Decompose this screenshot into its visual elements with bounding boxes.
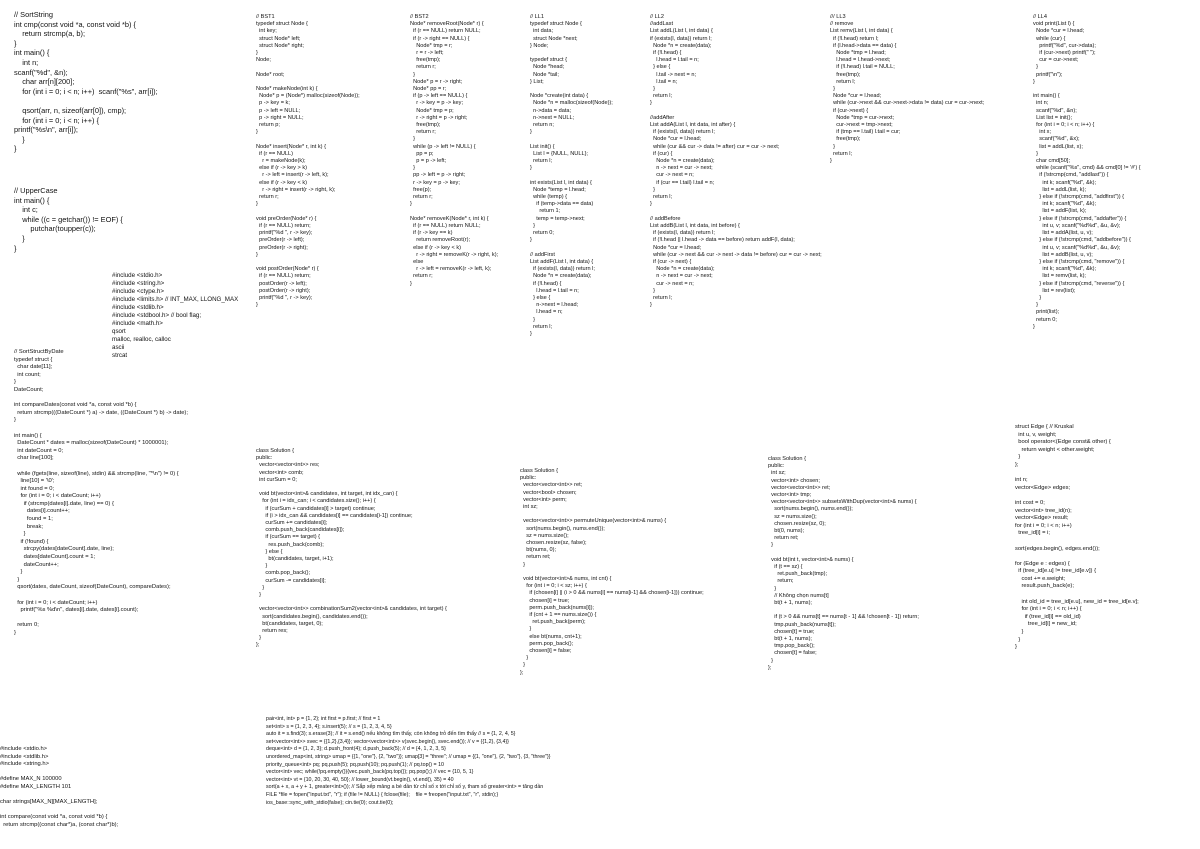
ll4-code: // LL4 void print(List l) { Node *cur = l.head; while (cur) { printf("%d", cur->data); if (cur->next) printf(" "); cur = cur->next; } printf("\n"); } int main() { int n; scanf("%d", &n); List list = init(); for (int i = 0; i < n; i++) { int x; scanf("%d", &x); list = addL(list, x); } char cmd[50]; while (scanf("%s", cmd) && cmd[0] != '#') { if (!strcmp(cmd, "addlast")) { int k; scanf("%d", &k); list = addL(list, k); } else if (!strcmp(cmd, "addfirst")) { int k; scanf("%d", &k); list = addF(list, k); } else if (!strcmp(cmd, "addafter")) { int u, v; scanf("%d%d", &u, &v); list = addA(list, u, v); } else if (!strcmp(cmd, "addbefore")) { int u, v; scanf("%d%d", &u, &v); list = addB(list, u, v); } else if (!strcmp(cmd, "remove")) { int k; scanf("%d", &k); list = remv(list, k); } else if (!strcmp(cmd, "reverse")) { list = rev(list); } } print(list); return 0; } <box>1033 14 1141 330</box>
uppercase-code: // UpperCase int main() { int c; while ((c = getchar()) != EOF) { putchar(toupper(c)); } } <box>14 186 123 253</box>
bst2-code: // BST2 Node* removeRoot(Node* r) { if (r == NULL) return NULL; if (r -> right == NULL) { Node* tmp = r; r = r -> left; free(tmp); return r; } Node* p = r -> right; Node* pp = r; if (p -> left == NULL) { r -> key = p -> key; Node* tmp = p; r -> right = p -> right; free(tmp); return r; } while (p -> left != NULL) { pp = p; p = p -> left; } pp -> left = p -> right; r -> key = p -> key; free(p); return r; } Node* removeK(Node* r, int k) { if (r == NULL) return NULL; if (r -> key == k) return removeRoot(r); else if (r -> key < k) r -> right = removeK(r -> right, k); else r -> left = removeK(r -> left, k); return r; } <box>410 14 499 287</box>
ll1-code: // LL1 typedef struct Node { int data; struct Node *next; } Node; typedef struct { Node *head; Node *tail; } List; Node *create(int data) { Node *n = malloc(sizeof(Node)); n->data = data; n->next = NULL; return n; } List init() { List l = {NULL, NULL}; return l; } int exists(List l, int data) { Node *temp = l.head; while (temp) { if (temp->data == data) return 1; temp = temp->next; } return 0; } // addFirst List addF(List l, int data) { if (exists(l, data)) return l; Node *n = create(data); if (!l.head) { l.head = l.tail = n; } else { n->next = l.head; l.head = n; } return l; } <box>530 14 613 337</box>
permute-code: class Solution { public: vector<vector<int>> ret; vector<bool> chosen; vector<int> perm; int sz; vector<vector<int>> permuteUnique(vector<int>& nums) { sort(nums.begin(), nums.end()); sz = nums.size(); chosen.resize(sz, false); bt(nums, 0); return ret; } void bt(vector<int>& nums, int cnt) { for (int i = 0; i < sz; i++) { if (chosen[i] || (i > 0 && nums[i] == nums[i-1] && chosen[i-1])) continue; chosen[i] = true; perm.push_back(nums[i]); if (cnt + 1 == nums.size()) { ret.push_back(perm); } else bt(nums, cnt+1); perm.pop_back(); chosen[i] = false; } } }; <box>520 468 704 676</box>
stl-cheatsheet: pair<int, int> p = {1, 2}; int first = p.first; // first = 1 set<int> s = {1, 2, 3, 4}; s.insert(5); // s = {1, 2, 3, 4, 5} auto it = s.find(3); s.erase(3); // it = s.end() nếu không tìm thấy, còn không trỏ đến tìm thấy // s = {1, 2, 4, 5} set<vector<int>> svec = {{1,2},{3,4}}; vector<vector<int>> v(svec.begin(), svec.end()); // v = {{1,2}, {3,4}} deque<int> d = {1, 2, 3}; d.push_front(4); d.push_back(5); // d = {4, 1, 2, 3, 5} unordered_map<int, string> umap = {{1, "one"}, {2, "two"}}; umap[3] = "three"; // umap = {{1, "one"}, {2, "two"}, {3, "three"}} priority_queue<int> pq; pq.push(5); pq.push(10); pq.push(1); // pq.top() = 10 vector<int> vec; while(!pq.empty()){vec.push_back(pq.top()); pq.pop();} // vec = {10, 5, 1} vector<int> vt = {10, 20, 30, 40, 50}; // lower_bound(vt.begin(), vt.end(), 35) = 40 sort(a + x, a + y + 1, greater<int>()); // Sắp xếp mảng a bé dần từ chỉ số x tới chỉ số y, tham số greater<int> = tăng dần FILE *file = fopen("input.txt", "r"); if (file != NULL) { fclose(file); file = freopen("input.txt", "r", stdin);} ios_base::sync_with_stdio(false); cin.tie(0); cout.tie(0); <box>266 716 551 806</box>
kruskal-code: struct Edge { // Kruskal int u, v, weight; bool operator<(Edge const& other) { return weight < other.weight; } }; int n; vector<Edge> edges; int cost = 0; vector<int> tree_id(n); vector<Edge> result; for (int i = 0; i < n; i++) tree_id[i] = i; sort(edges.begin(), edges.end()); for (Edge e : edges) { if (tree_id[e.u] != tree_id[e.v]) { cost += e.weight; result.push_back(e); int old_id = tree_id[e.u], new_id = tree_id[e.v]; for (int i = 0; i < n; i++) { if (tree_id[i] == old_id) tree_id[i] = new_id; } } } <box>1015 424 1139 651</box>
maxlen-code: #include <stdio.h> #include <stdlib.h> #include <string.h> #define MAX_N 100000 #define MAX_LENGTH 101 char strings[MAX_N][MAX_LENGTH]; int compare(const void *a, const void *b) { return strcmp((const char*)a, (const char*)b); <box>0 746 119 828</box>
ll3-code: /// LL3 // remove List remv(List l, int data) { if (!l.head) return l; if (l.head->data == data) { Node *tmp = l.head; l.head = l.head->next; if (!l.head) l.tail = NULL; free(tmp); return l; } Node *cur = l.head; while (cur->next && cur->next->data != data) cur = cur->next; if (cur->next) { Node *tmp = cur->next; cur->next = tmp->next; if (tmp == l.tail) l.tail = cur; free(tmp); } return l; } <box>830 14 985 165</box>
combsum-code: class Solution { public: vector<vector<int>> res; vector<int> comb; int curSum = 0; void bt(vector<int>& candidates, int target, int idx_can) { for (int i = idx_can; i < candidates.size(); i++) { if (curSum + candidates[i] > target) continue; if (i > idx_can && candidates[i] == candidates[i-1]) continue; curSum += candidates[i]; comb.push_back(candidates[i]); if (curSum == target) { res.push_back(comb); } else { bt(candidates, target, i+1); } comb.pop_back(); curSum -= candidates[i]; } } vector<vector<int>> combinationSum2(vector<int>& candidates, int target) { sort(candidates.begin(), candidates.end()); bt(candidates, target, 0); return res; } }; <box>256 448 447 649</box>
bst1-code: // BST1 typedef struct Node { int key; struct Node* left; struct Node* right; } Node; Node* root; Node* makeNode(int k) { Node* p = (Node*) malloc(sizeof(Node)); p -> key = k; p -> left = NULL; p -> right = NULL; return p; } Node* insert(Node* r, int k) { if (r == NULL) r = makeNode(k); else if (r -> key > k) r -> left = insert(r -> left, k); else if (r -> key < k) r -> right = insert(r -> right, k); return r; } void preOrder(Node* r) { if (r == NULL) return; printf("%d ", r -> key); preOrder(r -> left); preOrder(r -> right); } void postOrder(Node* r) { if (r == NULL) return; postOrder(r -> left); postOrder(r -> right); printf("%d ", r -> key); } <box>256 14 360 309</box>
ll2-code: // LL2 //addLast List addL(List l, int data) { if (exists(l, data)) return l; Node *n = create(data); if (!l.head) { l.head = l.tail = n; } else { l.tail -> next = n; l.tail = n; } return l; } //addAfter List addA(List l, int data, int after) { if (exists(l, data)) return l; Node *cur = l.head; while (cur && cur -> data != after) cur = cur -> next; if (cur) { Node *n = create(data); n -> next = cur -> next; cur -> next = n; if (cur == l.tail) l.tail = n; } return l; } // addBefore List addB(List l, int data, int before) { if (exists(l, data)) return l; if (!l.head || l.head -> data == before) return addF(l, data); Node *cur = l.head; while (cur -> next && cur -> next -> data != before) cur = cur -> next; if (cur -> next) { Node *n = create(data); n -> next = cur -> next; cur -> next = n; } return l; } <box>650 14 822 309</box>
sortstring-code: // SortString int cmp(const void *a, const void *b) { return strcmp(a, b); } int main() { int n; scanf("%d", &n); char arr[n][200]; for (int i = 0; i < n; i++) scanf("%s", arr[i]); qsort(arr, n, sizeof(arr[0]), cmp); for (int i = 0; i < n; i++) { printf("%s\n", arr[i]); } } <box>14 10 158 154</box>
includes-list: #include <stdio.h> #include <string.h> #include <ctype.h> #include <limits.h> // INT_MAX, LLONG_MAX #include <stdlib.h> #include <stdbool.h> // bool flag; #include <math.h> qsort malloc, realloc, calloc ascii strcat <box>112 272 239 359</box>
sortstruct-code: // SortStructByDate typedef struct { char date[11]; int count; } DateCount; int compareDates(const void *a, const void *b) { return strcmp(((DateCount *) a) -> date, ((DateCount *) b) -> date); } int main() { DateCount * dates = malloc(sizeof(DateCount) * 1000001); int dateCount = 0; char line[100]; while (fgets(line, sizeof(line), stdin) && strcmp(line, "*\n") != 0) { line[10] = '\0'; int found = 0; for (int i = 0; i < dateCount; i++) if (strcmp(dates[i].date, line) == 0) { dates[i].count++; found = 1; break; } if (!found) { strcpy(dates[dateCount].date, line); dates[dateCount].count = 1; dateCount++; } } qsort(dates, dateCount, sizeof(DateCount), compareDates); for (int i = 0; i < dateCount; i++) printf("%s %d\n", dates[i].date, dates[i].count); return 0; } <box>14 349 188 636</box>
subsets-code: class Solution { public: int sz; vector<int> chosen; vector<vector<int>> ret; vector<int> tmp; vector<vector<int>> subsetsWithDup(vector<int>& nums) { sort(nums.begin(), nums.end()); sz = nums.size(); chosen.resize(sz, 0); bt(0, nums); return ret; } void bt(int t, vector<int>& nums) { if (t == sz) { ret.push_back(tmp); return; } // Không chọn nums[t] bt(t + 1, nums); if (t > 0 && nums[t] == nums[t - 1] && !chosen[t - 1]) return; tmp.push_back(nums[t]); chosen[t] = true; bt(t + 1, nums); tmp.pop_back(); chosen[t] = false; } }; <box>768 456 919 671</box>
